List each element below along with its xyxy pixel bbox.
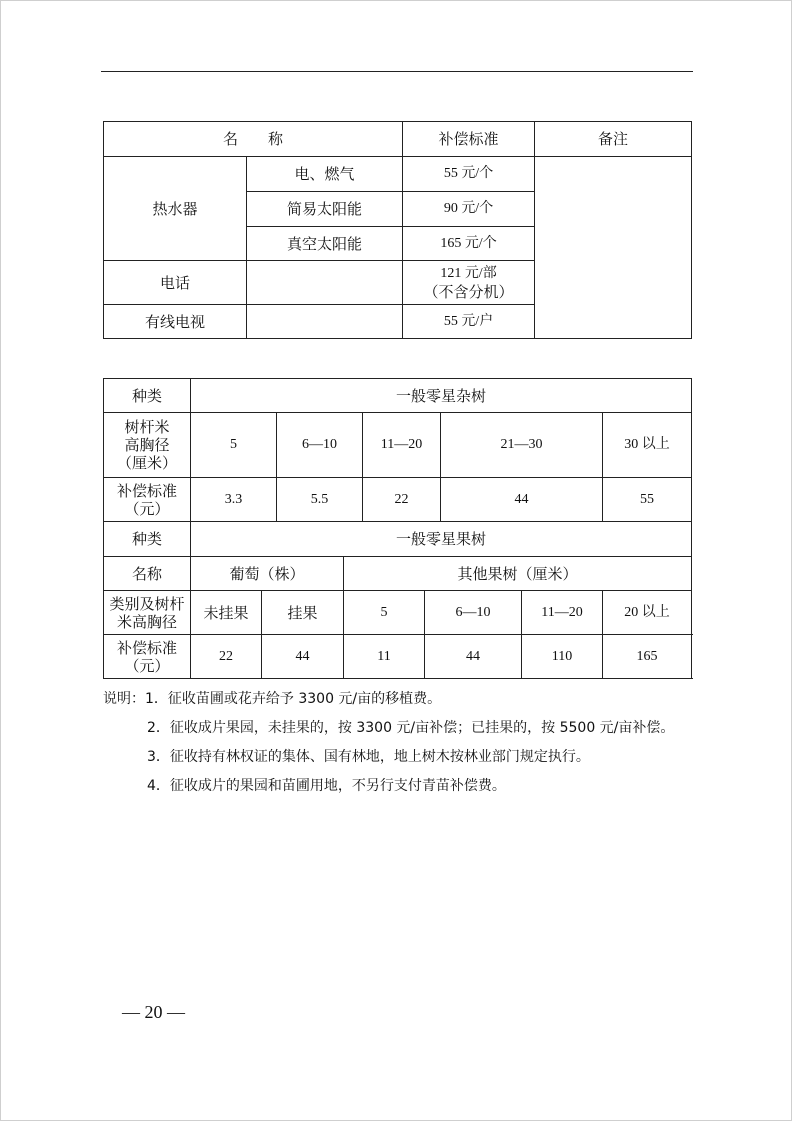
remark-cell xyxy=(535,157,692,339)
phone-empty-cell xyxy=(247,261,403,305)
fruit-category: 6—10 xyxy=(425,591,522,635)
cable-tv-value: 55 元/户 xyxy=(403,305,535,339)
tree-standard: 44 xyxy=(441,478,603,522)
header-name: 名 称 xyxy=(104,122,403,157)
fruit-standard: 110 xyxy=(522,635,603,679)
label-line: 米高胸径 xyxy=(116,612,177,631)
fruit-standard: 22 xyxy=(191,635,262,679)
label-line: 补偿标准 xyxy=(116,481,177,500)
note-line: 3．征收持有林权证的集体、国有林地，地上树木按林业部门规定执行。 xyxy=(147,749,590,765)
fruit-category: 11—20 xyxy=(522,591,603,635)
heater-label: 热水器 xyxy=(104,157,247,261)
tree-diameter: 6—10 xyxy=(277,413,363,478)
fruit-standard: 44 xyxy=(425,635,522,679)
phone-label: 电话 xyxy=(104,261,247,305)
tree-diameter-label xyxy=(104,413,191,478)
tree-diameter: 30 以上 xyxy=(603,413,692,478)
heater-type: 简易太阳能 xyxy=(247,192,403,227)
fruit-standard: 165 xyxy=(603,635,692,679)
label-line: （元） xyxy=(124,656,170,675)
header-rule xyxy=(101,71,693,72)
heater-value: 55 元/个 xyxy=(403,157,535,192)
page-number: — 20 — xyxy=(122,1002,185,1022)
label-line: 树杆米 xyxy=(124,418,170,436)
heater-type: 电、燃气 xyxy=(247,157,403,192)
tree-standard-label xyxy=(104,478,191,522)
tree-compensation-table xyxy=(103,378,692,679)
tree-diameter: 21—30 xyxy=(441,413,603,478)
heater-type: 真空太阳能 xyxy=(247,227,403,261)
phone-value xyxy=(403,261,535,305)
note-line: 4．征收成片的果园和苗圃用地，不另行支付青苗补偿费。 xyxy=(147,778,506,794)
fruit-standard-label xyxy=(104,635,191,679)
tree-standard: 5.5 xyxy=(277,478,363,522)
header-standard: 补偿标准 xyxy=(403,122,535,157)
cable-tv-empty-cell xyxy=(247,305,403,339)
fruit-other-header: 其他果树（厘米） xyxy=(344,557,692,591)
fruit-standard: 11 xyxy=(344,635,425,679)
tree-kind-value: 一般零星杂树 xyxy=(191,379,692,413)
fruit-name-label: 名称 xyxy=(104,557,191,591)
tree-diameter: 5 xyxy=(191,413,277,478)
heater-value: 165 元/个 xyxy=(403,227,535,261)
label-line: （厘米） xyxy=(116,454,177,472)
cable-tv-label: 有线电视 xyxy=(104,305,247,339)
fruit-category: 未挂果 xyxy=(191,591,262,635)
phone-value-line: 121 元/部 xyxy=(440,265,497,281)
tree-standard: 22 xyxy=(363,478,441,522)
phone-value-note: （不含分机） xyxy=(423,282,514,301)
tree-standard: 55 xyxy=(603,478,692,522)
label-line: （元） xyxy=(124,499,170,518)
tree-kind-label: 种类 xyxy=(104,379,191,413)
note-line: 说明：1．征收苗圃或花卉给予 3300 元/亩的移植费。 xyxy=(103,691,442,707)
fruit-category: 挂果 xyxy=(262,591,344,635)
note-line: 2．征收成片果园，未挂果的，按 3300 元/亩补偿；已挂果的，按 5500 元/亩补偿。 xyxy=(147,720,675,736)
fruit-standard: 44 xyxy=(262,635,344,679)
notes xyxy=(103,689,713,805)
appliance-compensation-table xyxy=(103,121,692,339)
header-remark: 备注 xyxy=(535,122,692,157)
fruit-category-label xyxy=(104,591,191,635)
fruit-grape-header: 葡萄（株） xyxy=(191,557,344,591)
fruit-kind-label: 种类 xyxy=(104,522,191,557)
label-line: 类别及树杆 xyxy=(109,594,185,613)
fruit-category: 20 以上 xyxy=(603,591,692,635)
fruit-category: 5 xyxy=(344,591,425,635)
label-line: 补偿标准 xyxy=(116,638,177,657)
heater-value: 90 元/个 xyxy=(403,192,535,227)
label-line: 高胸径 xyxy=(124,436,170,454)
fruit-kind-value: 一般零星果树 xyxy=(191,522,692,557)
tree-diameter: 11—20 xyxy=(363,413,441,478)
tree-standard: 3.3 xyxy=(191,478,277,522)
